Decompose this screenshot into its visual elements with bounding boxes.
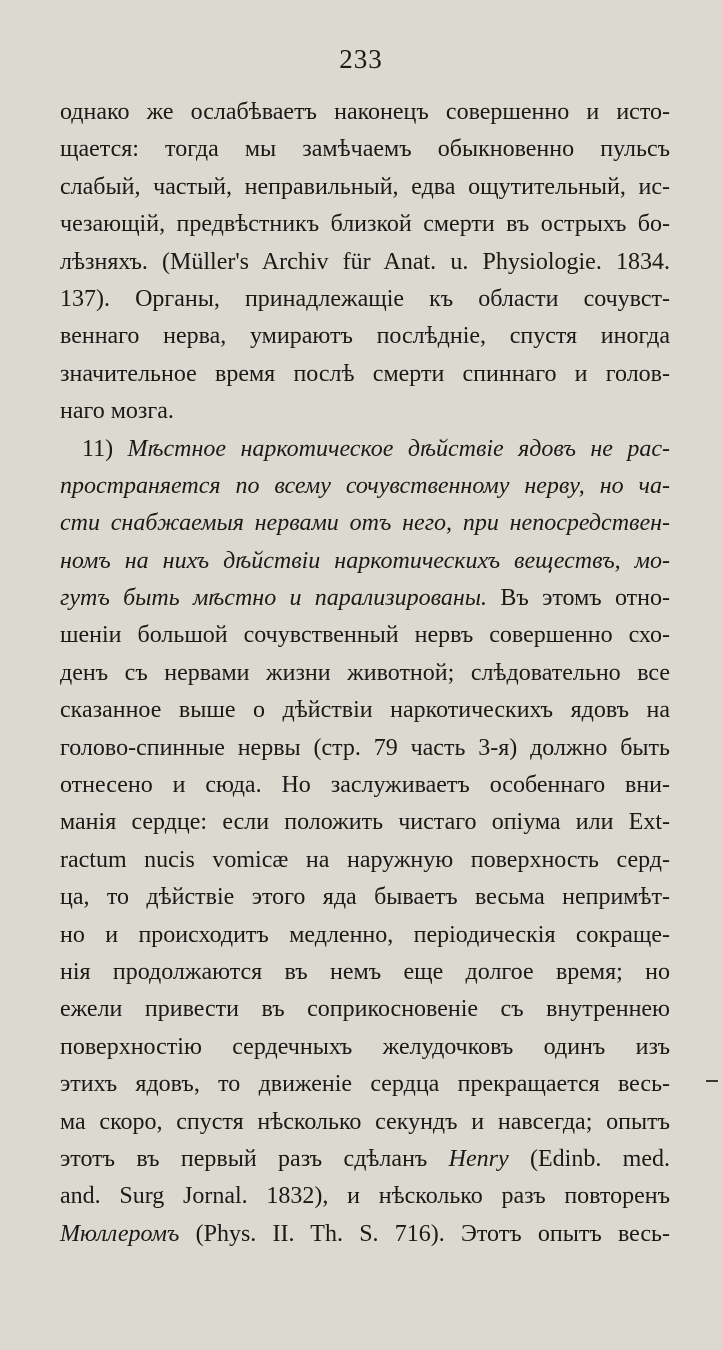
text-segment: поверхностію сердечныхъ желудочковъ одинъ изъ [60,1033,670,1060]
text-line [60,655,670,692]
italic-text-segment: Мюллеромъ [60,1220,180,1247]
text-segment: отнесено и сюда. Но заслуживаетъ особеннаго вни- [60,772,670,799]
text-segment: значительное время послѣ смерти спиннаго и голов- [60,360,670,387]
text-line [60,431,670,468]
italic-text-segment: пространяется по всему сочувственному нерву, но ча- [60,472,670,499]
text-line [60,804,670,841]
text-segment: ежели привести въ соприкосновеніе съ внутреннею [60,996,670,1023]
text-segment: но и происходитъ медленно, періодическія сокраще- [60,921,670,948]
text-line [60,1066,670,1103]
text-segment: and. Surg Jornal. 1832), и нѣсколько разъ повторенъ [60,1183,670,1210]
text-segment: 137). Органы, принадлежащіе къ области сочувст- [60,285,670,312]
text-line [60,767,670,804]
text-segment: манія сердце: если положить чистаго опіума или Ext- [60,809,670,836]
page-edge-mark [706,1080,718,1082]
text-line [60,206,670,243]
text-segment: шеніи большой сочувственный нервъ совершенно схо- [60,622,670,649]
text-line [60,169,670,206]
text-segment: нія продолжаются въ немъ еще долгое время; но [60,958,670,985]
text-segment: наго мозга. [60,398,174,425]
text-line [60,954,670,991]
text-segment: ма скоро, спустя нѣсколько секундъ и навсегда; опытъ [60,1108,670,1135]
text-line [60,94,670,131]
text-line [60,468,670,505]
italic-text-segment: Henry [448,1145,509,1172]
text-segment: (Edinb. med. [508,1145,671,1172]
text-segment: этотъ въ первый разъ сдѣланъ [60,1145,449,1172]
text-segment: этихъ ядовъ, то движеніе сердца прекращается весь- [60,1071,670,1098]
text-line [60,692,670,729]
text-line [60,543,670,580]
text-segment: веннаго нерва, умираютъ послѣдніе, спустя иногда [60,323,670,350]
text-line [60,1178,670,1215]
text-line [60,1141,670,1178]
text-line [60,842,670,879]
page-number: 233 [339,44,383,74]
text-segment: ractum nucis vomicæ на наружную поверхность серд- [60,846,670,873]
text-segment: Въ этомъ отно- [487,585,670,612]
italic-text-segment: номъ на нихъ дѣйствіи наркотическихъ веществъ, мо- [60,547,670,574]
text-line [60,1029,670,1066]
body-text [60,94,670,1253]
text-line [60,505,670,542]
text-segment: (Phys. II. Th. S. 716). Этотъ опытъ весь- [179,1220,670,1247]
text-segment: лѣзняхъ. (Müller's Archiv für Anat. u. Physiologie. 1834. [60,248,670,275]
text-line [60,730,670,767]
text-segment: 11) [82,435,128,462]
text-line [60,318,670,355]
text-line [60,617,670,654]
text-segment: однако же ослабѣваетъ наконецъ совершенно и исто- [60,99,670,125]
italic-text-segment: гутъ быть мѣстно и парализированы. [60,585,488,612]
text-segment: сказанное выше о дѣйствіи наркотическихъ ядовъ на [60,697,670,724]
text-line [60,917,670,954]
text-line [60,131,670,168]
italic-text-segment: Мѣстное наркотическое дѣйствіе ядовъ не рас- [127,435,670,462]
text-line [60,580,670,617]
text-segment: денъ съ нервами жизни животной; слѣдовательно все [60,659,670,686]
text-segment: голово-спинные нервы (стр. 79 часть 3-я) должно быть [60,734,670,761]
text-line [60,991,670,1028]
text-segment: ца, то дѣйствіе этого яда бываетъ весьма непримѣт- [60,884,670,911]
text-segment: щается: тогда мы замѣчаемъ обыкновенно пульсъ [60,136,670,163]
text-line [60,244,670,281]
text-segment: слабый, частый, неправильный, едва ощутительный, ис- [60,173,670,200]
italic-text-segment: сти снабжаемыя нервами отъ него, при непосредствен- [60,510,670,537]
text-line [60,356,670,393]
text-line [60,879,670,916]
text-line [60,393,670,430]
text-segment: чезающій, предвѣстникъ близкой смерти въ острыхъ бо- [60,211,670,238]
text-line [60,1104,670,1141]
text-line [60,1216,670,1253]
text-line [60,281,670,318]
